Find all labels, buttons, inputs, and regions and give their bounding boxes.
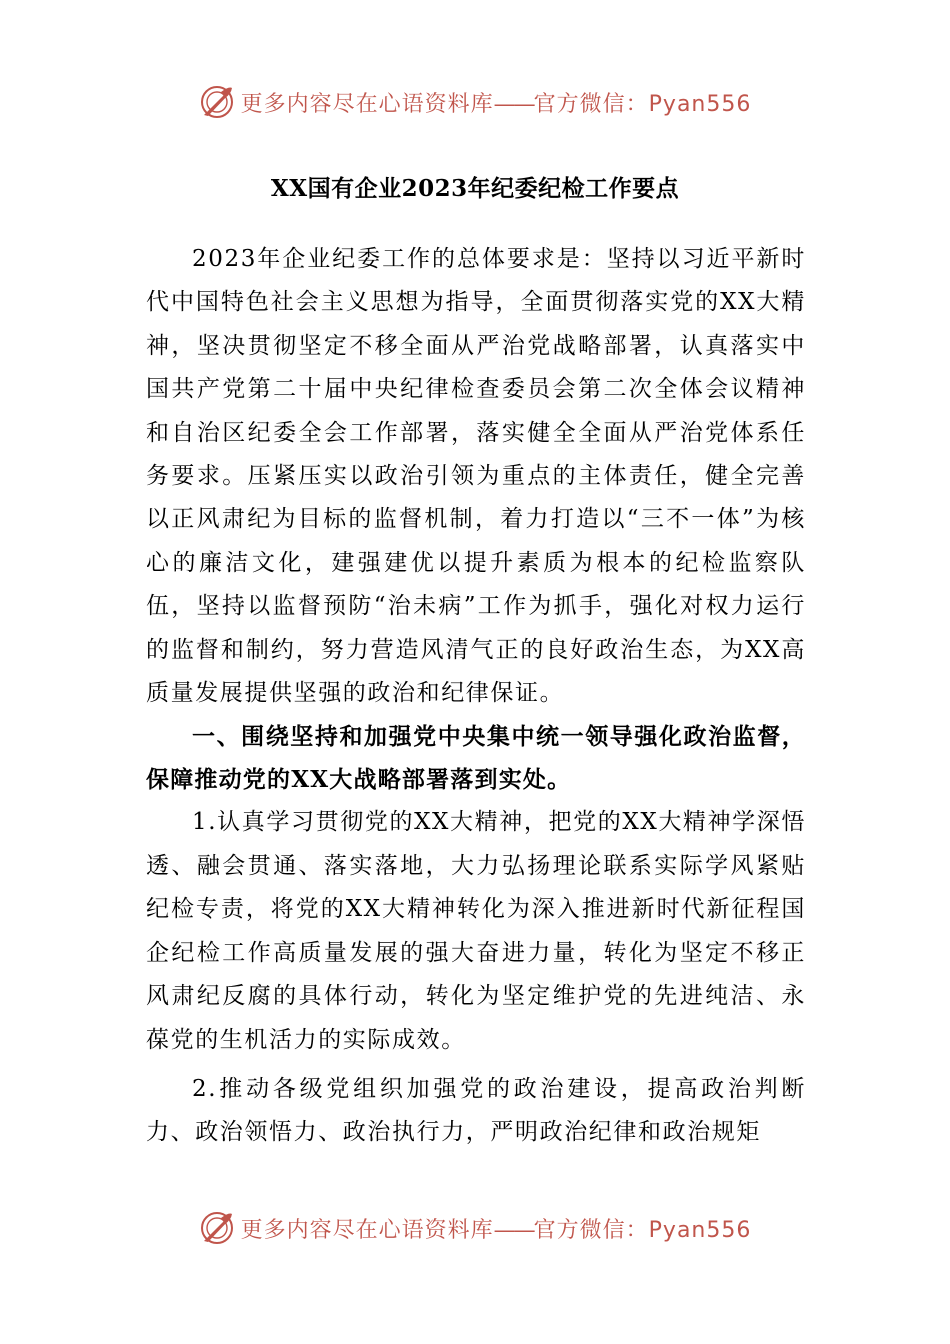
quill-logo-icon	[199, 84, 235, 120]
paragraph-item-2: 2.推动各级党组织加强党的政治建设，提高政治判断力、政治领悟力、政治执行力，严明政治纪律和政治规矩	[146, 1075, 806, 1146]
watermark-wechat-label: 官方微信：	[533, 1217, 649, 1243]
watermark-brand: 更多内容尽在心语资料库	[240, 1217, 494, 1243]
watermark-separator: ——	[493, 1217, 534, 1243]
header-watermark	[0, 82, 950, 122]
watermark-wechat-label: 官方微信：	[533, 91, 649, 117]
watermark-separator: ——	[493, 91, 534, 117]
watermark-wechat-id: Pyan556	[648, 1217, 752, 1243]
footer-watermark	[0, 1208, 950, 1248]
watermark-text	[241, 87, 752, 118]
section-heading-1: 一、围绕坚持和加强党中央集中统一领导强化政治监督，保障推动党的XX大战略部署落到实处。	[146, 723, 806, 794]
paragraph-overall-requirements: 2023年企业纪委工作的总体要求是：坚持以习近平新时代中国特色社会主义思想为指导，全面贯彻落实党的XX大精神，坚决贯彻坚定不移全面从严治党战略部署，认真落实中国共产党第二十届中央纪律检查委员会第二次全体会议精神和自治区纪委全会工作部署，落实健全全面从严治党体系任务要求。压紧压实以政治引领为重点的主体责任，健全完善以正风肃纪为目标的监督机制，着力打造以“三不一体”为核心的廉洁文化，建强建优以提升素质为根本的纪检监察队伍，坚持以监督预防“治未病”工作为抓手，强化对权力运行的监督和制约，努力营造风清气正的良好政治生态，为XX高质量发展提供坚强的政治和纪律保证。	[146, 246, 806, 707]
watermark-brand: 更多内容尽在心语资料库	[240, 91, 494, 117]
watermark-text	[241, 1213, 752, 1244]
document-body	[146, 238, 806, 1155]
paragraph-item-1: 1.认真学习贯彻党的XX大精神，把党的XX大精神学深悟透、融会贯通、落实落地，大力弘扬理论联系实际学风紧贴纪检专责，将党的XX大精神转化为深入推进新时代新征程国企纪检工作高质量发展的强大奋进力量，转化为坚定不移正风肃纪反腐的具体行动，转化为坚定维护党的先进纯洁、永葆党的生机活力的实际成效。	[146, 809, 806, 1053]
watermark-wechat-id: Pyan556	[648, 91, 752, 117]
document-title: XX国有企业2023年纪委纪检工作要点	[270, 175, 680, 202]
quill-logo-icon	[199, 1210, 235, 1246]
